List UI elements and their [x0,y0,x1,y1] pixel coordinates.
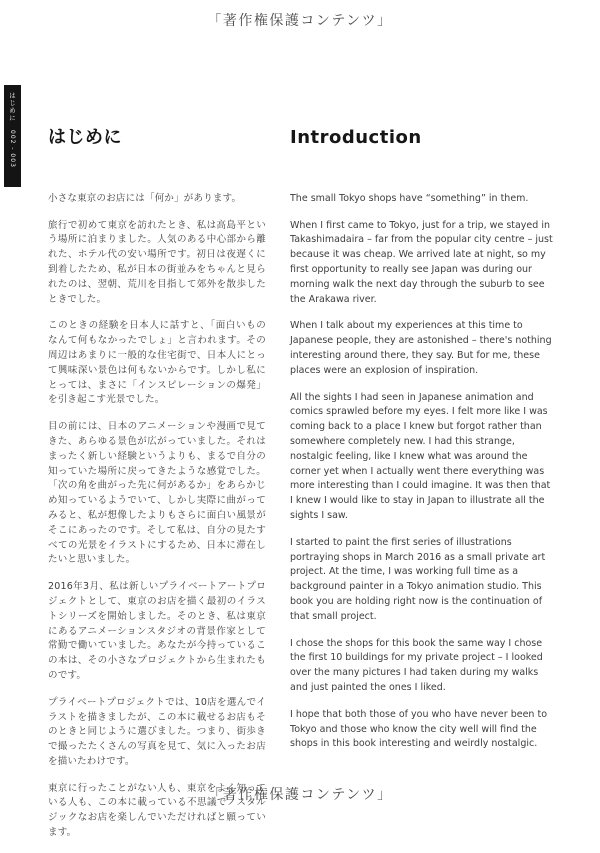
chapter-tab-page-range: 002 - 003 [9,130,16,168]
paragraph: 2016年3月、私は新しいプライベートアートプロジェクトとして、東京のお店を描く最初のイラストシリーズを開始しました。そのとき、私は東京にあるアニメーションスタジオの背景作家として常勤で働いていました。あなたが今持っているこの本は、その小さなプロジェクトから生まれたものです。 [48,581,266,681]
paragraph: I chose the shops for this book the same way I chose the first 10 buildings for my private project – I looked over the many pictures I had taken during my walks and just painted the ones I liked. [290,637,543,693]
paragraph: I started to paint the first series of illustrations portraying shops in March 2016 as a small private art project. At the time, I was working full time as a background painter in a Tokyo animation studio. This book you are holding right now is the continuation of that small project. [290,536,546,622]
paragraph: All the sights I had seen in Japanese animation and comics sprawled before my eyes. I felt more like I was coming back to a place I knew but forgot rather than somewhere completely new. I had this strange, nostalgic feeling, like I knew what was around the corner yet when I actually went there everything was more interesting than I could imagine. It was then that I knew I would like to stay in Japan to illustrate all the sights I saw. [290,391,551,521]
chapter-tab-title: はじめに [8,92,16,122]
chapter-side-tab [4,85,21,187]
two-column-layout [48,128,556,853]
paragraph: プライベートプロジェクトでは、10店を選んでイラストを描きましたが、この本に載せるお店もそのときと同じように選びました。つまり、街歩きで撮ったたくさんの写真を見て、気に入ったお店を描いたわけです。 [48,696,266,767]
paragraph: When I talk about my experiences at this time to Japanese people, they are astonished – there's nothing interesting around there, they say. But for me, these places were an explosion of inspiration. [290,320,552,376]
japanese-column [48,128,266,853]
paragraph: The small Tokyo shops have “something” in them. [290,192,529,204]
paragraph: 旅行で初めて東京を訪れたとき、私は高島平という場所に泊まりました。人気のある中心部から離れた、ホテル代の安い場所です。初日は夜遅くに到着したため、私が日本の街並みをちゃんと見られたのは、翌朝、荒川を目指して郊外を散歩したときでした。 [48,219,266,305]
japanese-body-text [48,192,266,841]
paragraph: 目の前には、日本のアニメーションや漫画で見てきた、あらゆる景色が広がっていました。それはまったく新しい経験というよりも、まるで自分の知っていた場所に戻ってきたような感覚でした。「次の角を曲がった先に何があるか」をあらかじめ知っているようでいて、しかし実際に曲がってみると、私が想像したよりもさらに面白い風景がそこにあったのです。そして私は、自分の見たすべての光景をイラストにするため、日本に滞在したいと思いました。 [48,421,266,566]
copyright-notice-top: 「著作権保護コンテンツ」 [207,13,393,29]
english-heading: Introduction [290,127,422,148]
english-body-text [290,192,556,752]
copyright-notice-bottom: 「著作権保護コンテンツ」 [207,787,393,803]
paragraph: 小さな東京のお店には「何か」があります。 [48,192,242,204]
paragraph: このときの経験を日本人に話すと、「面白いものなんて何もなかったでしょ」と言われます。その周辺はあまりに一般的な住宅街で、日本人にとって興味深い景色は何もないからです。しかし私にとっては、まさに「インスピレーションの爆発」を引き起こす光景でした。 [48,320,266,406]
paragraph: I hope that both those of you who have never been to Tokyo and those who know the city well will find the shops in this book interesting and weirdly nostalgic. [290,708,548,750]
japanese-heading: はじめに [48,127,122,148]
paragraph: 東京に行ったことがない人も、東京をよく知っている人も、この本に載っている不思議でノスタルジックなお店を楽しんでいただければと願っています。 [48,782,266,839]
english-column [290,128,556,853]
paragraph: When I first came to Tokyo, just for a trip, we stayed in Takashimadaira – far from the popular city centre – just because it was cheap. We arrived late at night, so my first opportunity to really see Japan was during our morning walk the next day through the suburb to see the Arakawa river. [290,219,553,305]
